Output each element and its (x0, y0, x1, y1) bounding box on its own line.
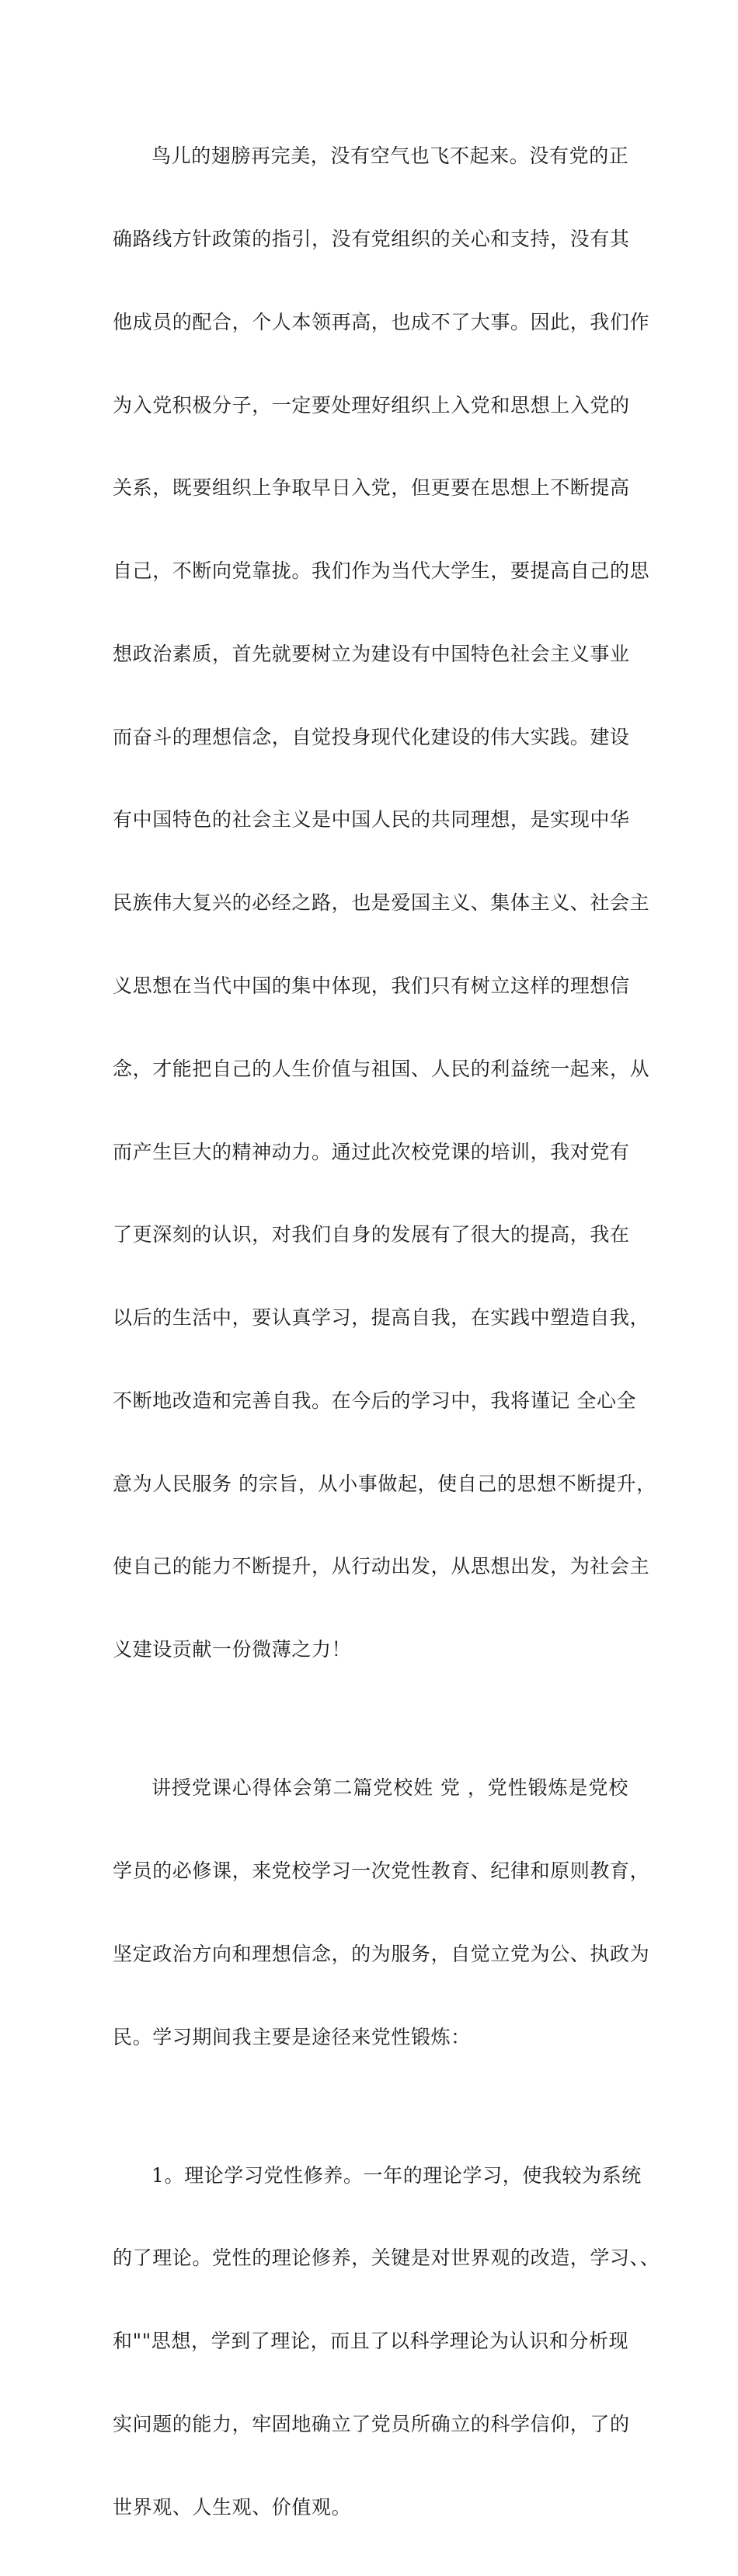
text-line: 义建设贡献一份微薄之力！ (113, 1638, 352, 1661)
text-line: 不断地改造和完善自我。在今后的学习中，我将谨记 全心全 (113, 1389, 637, 1412)
text-line: 有中国特色的社会主义是中国人民的共同理想，是实现中华 (113, 808, 630, 831)
paragraph-3 (113, 2106, 660, 2576)
text-line: 想政治素质，首先就要树立为建设有中国特色社会主义事业 (113, 642, 630, 665)
text-line: 意为人民服务 的宗旨，从小事做起，使自己的思想不断提升， (113, 1472, 656, 1495)
text-line: 1。理论学习党性修养。一年的理论学习，使我较为系统 (151, 2163, 642, 2187)
text-line: 民族伟大复兴的必经之路，也是爱国主义、集体主义、社会主 (113, 891, 650, 915)
text-line: 关系，既要组织上争取早日入党，但更要在思想上不断提高 (113, 476, 630, 500)
text-line: 民。学习期间我主要是途径来党性锻炼： (113, 2025, 471, 2048)
text-line: 确路线方针政策的指引，没有党组织的关心和支持，没有其 (113, 227, 630, 250)
text-line: 实问题的能力，牢固地确立了党员所确立的科学信仰，了的 (113, 2412, 630, 2435)
text-line: 而产生巨大的精神动力。通过此次校党课的培训，我对党有 (113, 1140, 630, 1163)
text-line: 他成员的配合，个人本领再高，也成不了大事。因此，我们作 (113, 310, 650, 333)
text-line: 鸟儿的翅膀再完美，没有空气也飞不起来。没有党的正 (151, 145, 629, 168)
text-line: 以后的生活中，要认真学习，提高自我，在实践中塑造自我， (113, 1306, 650, 1330)
text-line: 为入党积极分子，一定要处理好组织上入党和思想上入党的 (113, 393, 630, 417)
text-line: 了更深刻的认识，对我们自身的发展有了很大的提高，我在 (113, 1223, 630, 1246)
text-line: 和""思想，学到了理论，而且了以科学理论为认识和分析现 (113, 2330, 629, 2353)
text-line: 世界观、人生观、价值观。 (113, 2495, 352, 2518)
text-line: 义思想在当代中国的集中体现，我们只有树立这样的理想信 (113, 974, 630, 997)
text-line: 坚定政治方向和理想信念，的为服务，自觉立党为公、执政为 (113, 1942, 650, 1965)
text-line: 的了理论。党性的理论修养，关键是对世界观的改造，学习、、 (113, 2247, 660, 2270)
text-line: 使自己的能力不断提升，从行动出发，从思想出发，为社会主 (113, 1555, 650, 1578)
text-line: 而奋斗的理想信念，自觉投身现代化建设的伟大实践。建设 (113, 725, 630, 748)
text-line: 讲授党课心得体会第二篇党校姓 党 ，党性锻炼是党校 (151, 1776, 628, 1800)
paragraph-1 (113, 87, 656, 1719)
paragraph-2 (113, 1719, 650, 2106)
text-line: 学员的必修课，来党校学习一次党性教育、纪律和原则教育， (113, 1860, 650, 1882)
document-body (113, 87, 660, 2576)
text-line: 念，才能把自己的人生价值与祖国、人民的利益统一起来，从 (113, 1057, 650, 1080)
text-line: 自己，不断向党靠拢。我们作为当代大学生，要提高自己的思 (113, 559, 650, 583)
